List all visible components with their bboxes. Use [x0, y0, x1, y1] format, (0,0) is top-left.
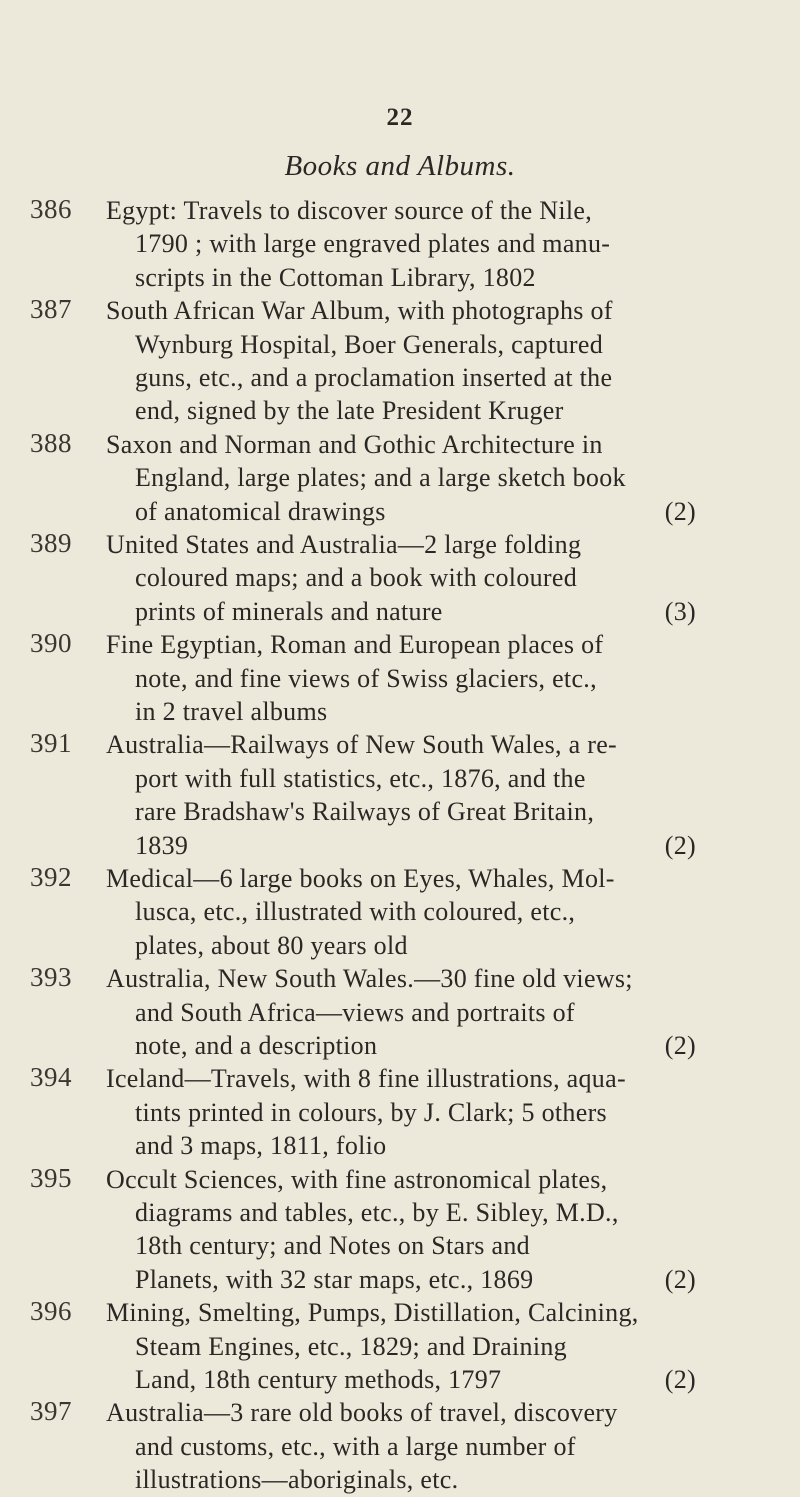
- lot-description: [106, 1296, 696, 1396]
- description-line: Medical—6 large books on Eyes, Whales, Mol-: [106, 864, 615, 893]
- lot-number: 395: [30, 1162, 72, 1193]
- lot-description: [106, 528, 696, 628]
- description-line: scripts in the Cottoman Library, 1802: [135, 262, 536, 292]
- lot-description: [106, 1163, 696, 1297]
- description-line: United States and Australia—2 large folding: [106, 530, 582, 559]
- description-line: plates, about 80 years old: [135, 930, 408, 960]
- description-line: port with full statistics, etc., 1876, and the: [135, 763, 586, 793]
- lot-number: 387: [30, 294, 72, 325]
- description-line: end, signed by the late President Kruger: [135, 396, 564, 426]
- lot-description: [106, 194, 696, 294]
- lot-number: 393: [30, 962, 72, 993]
- description-line: prints of minerals and nature: [135, 596, 443, 626]
- description-line: Saxon and Norman and Gothic Architecture in: [106, 429, 603, 459]
- lot-number: 397: [30, 1396, 72, 1427]
- description-line: in 2 travel albums: [135, 697, 328, 726]
- quantity-label: (2): [664, 496, 696, 526]
- lot-number: 396: [30, 1296, 72, 1327]
- description-line: and South Africa—views and portraits of: [135, 997, 575, 1027]
- quantity-label: (3): [664, 596, 696, 626]
- description-line: and customs, etc., with a large number of: [135, 1431, 576, 1461]
- description-line: diagrams and tables, etc., by E. Sibley, M.D.,: [135, 1198, 619, 1227]
- description-line: guns, etc., and a proclamation inserted at the: [135, 363, 613, 392]
- lot-number: 390: [30, 628, 72, 659]
- lot-description: [106, 628, 696, 728]
- description-line: 1790 ; with large engraved plates and manu-: [135, 229, 611, 259]
- description-line: Iceland—Travels, with 8 fine illustrations, aqua-: [106, 1064, 626, 1094]
- lot-number: 386: [30, 194, 72, 224]
- description-line: lusca, etc., illustrated with coloured, etc.,: [135, 897, 576, 927]
- lot-description: [106, 1062, 696, 1162]
- description-line: 1839: [135, 830, 189, 860]
- description-line: coloured maps; and a book with coloured: [135, 563, 578, 593]
- description-line: and 3 maps, 1811, folio: [135, 1131, 387, 1161]
- description-line: of anatomical drawings: [135, 496, 386, 526]
- description-line: Mining, Smelting, Pumps, Distillation, Calcining,: [106, 1298, 639, 1328]
- quantity-label: (2): [664, 1264, 696, 1294]
- description-line: Australia—3 rare old books of travel, discovery: [106, 1398, 618, 1428]
- description-line: Wynburg Hospital, Boer Generals, captured: [135, 329, 604, 359]
- lot-description: [106, 728, 696, 862]
- description-line: note, and a description: [135, 1031, 378, 1060]
- lot-description: [106, 862, 696, 962]
- description-line: Egypt: Travels to discover source of the Nile,: [106, 196, 593, 225]
- lot-number: 391: [30, 728, 72, 759]
- description-line: tints printed in colours, by J. Clark; 5 others: [135, 1097, 607, 1127]
- description-line: illustrations—aboriginals, etc.: [135, 1465, 459, 1495]
- lot-description: [106, 294, 696, 428]
- description-line: Steam Engines, etc., 1829; and Draining: [135, 1331, 567, 1361]
- lot-description: [106, 962, 696, 1062]
- description-line: Land, 18th century methods, 1797: [135, 1365, 502, 1394]
- description-line: Planets, with 32 star maps, etc., 1869: [135, 1264, 534, 1294]
- lot-number: 388: [30, 427, 72, 458]
- description-line: England, large plates; and a large sketch book: [135, 463, 626, 493]
- description-line: rare Bradshaw's Railways of Great Britain,: [135, 797, 595, 827]
- page-heading: Books and Albums.: [284, 150, 516, 182]
- quantity-label: (2): [664, 1365, 696, 1394]
- description-line: note, and fine views of Swiss glaciers, etc.,: [135, 663, 597, 693]
- description-line: Occult Sciences, with fine astronomical plates,: [106, 1164, 608, 1194]
- description-line: 18th century; and Notes on Stars and: [135, 1231, 530, 1261]
- quantity-label: (2): [664, 1031, 696, 1060]
- lot-number: 394: [30, 1062, 72, 1093]
- lot-number: 389: [30, 528, 72, 558]
- quantity-label: (2): [664, 830, 696, 860]
- description-line: Australia—Railways of New South Wales, a re-: [106, 730, 618, 760]
- page-number: 22: [386, 104, 414, 131]
- description-line: Fine Egyptian, Roman and European places of: [106, 630, 604, 660]
- lot-number: 392: [30, 862, 72, 892]
- lot-description: [106, 1396, 696, 1496]
- description-line: South African War Album, with photographs of: [106, 296, 613, 326]
- description-line: Australia, New South Wales.—30 fine old views;: [106, 964, 633, 994]
- lot-description: [106, 428, 696, 528]
